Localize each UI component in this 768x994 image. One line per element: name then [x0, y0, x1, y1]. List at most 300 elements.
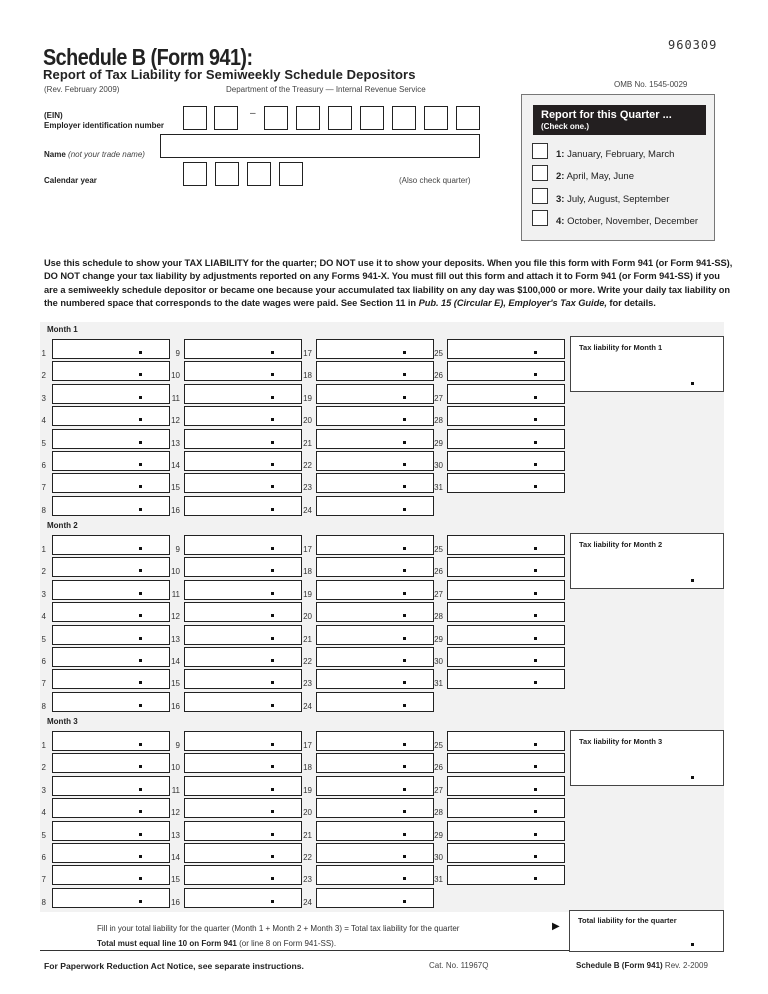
month-3-day-18-input[interactable]: [316, 753, 434, 773]
day-number: 16: [171, 897, 180, 907]
day-number: 1: [41, 741, 46, 750]
month-1-day-2-input[interactable]: [52, 361, 170, 381]
day-number: 28: [434, 808, 443, 818]
month-3-total-label: Tax liability for Month 3: [579, 737, 663, 746]
form-subtitle: Report of Tax Liability for Semiweekly Schedule Depositors: [43, 67, 416, 82]
quarter-months: October, November, December: [567, 216, 699, 227]
month-2-header: Month 2: [47, 521, 78, 530]
day-number: 5: [41, 438, 46, 448]
day-number: 24: [303, 701, 312, 711]
decimal-point: [534, 485, 537, 488]
month-3-day-8-input[interactable]: [52, 888, 170, 908]
month-1-day-29-input[interactable]: [447, 429, 565, 449]
day-number: 23: [303, 875, 312, 885]
month-3-day-6-input[interactable]: [52, 843, 170, 863]
day-number: 29: [434, 830, 443, 840]
month-3-day-14-input[interactable]: [184, 843, 302, 863]
decimal-point: [271, 900, 274, 903]
day-number: 20: [303, 612, 312, 622]
decimal-point: [139, 373, 142, 376]
decimal-point: [691, 579, 694, 582]
decimal-point: [139, 351, 142, 354]
decimal-point: [271, 418, 274, 421]
decimal-point: [403, 351, 406, 354]
day-number: 25: [434, 545, 443, 554]
day-number: 9: [175, 545, 180, 554]
day-number: 23: [303, 483, 312, 493]
day-number: 3: [41, 589, 46, 599]
month-2-day-21-input[interactable]: [316, 625, 434, 645]
decimal-point: [139, 396, 142, 399]
day-number: 26: [434, 763, 443, 773]
day-number: 9: [175, 349, 180, 358]
month-2-day-13-input[interactable]: [184, 625, 302, 645]
month-2-day-30-input[interactable]: [447, 647, 565, 667]
month-1-day-6-input[interactable]: [52, 451, 170, 471]
total-liability-label: Total liability for the quarter: [578, 916, 677, 925]
quarter-3-checkbox[interactable]: [532, 188, 548, 204]
day-number: 4: [41, 612, 46, 622]
month-2-day-23-input[interactable]: [316, 669, 434, 689]
decimal-point: [534, 810, 537, 813]
day-number: 6: [41, 461, 46, 470]
decimal-point: [534, 373, 537, 376]
decimal-point: [534, 833, 537, 836]
total-liability-input[interactable]: [569, 910, 724, 952]
month-3-day-17-input[interactable]: [316, 731, 434, 751]
decimal-point: [139, 614, 142, 617]
decimal-point: [403, 441, 406, 444]
month-3-day-9-input[interactable]: [184, 731, 302, 751]
decimal-point: [534, 441, 537, 444]
day-number: 31: [434, 483, 443, 493]
day-number: 28: [434, 416, 443, 426]
month-3-day-11-input[interactable]: [184, 776, 302, 796]
month-1-total-label: Tax liability for Month 1: [579, 343, 663, 352]
month-2-day-4-input[interactable]: [52, 602, 170, 622]
month-3-day-19-input[interactable]: [316, 776, 434, 796]
quarter-panel: [521, 94, 715, 241]
day-number: 8: [41, 701, 46, 711]
decimal-point: [139, 485, 142, 488]
day-number: 4: [41, 416, 46, 426]
month-2-day-28-input[interactable]: [447, 602, 565, 622]
form-title: Schedule B (Form 941):: [43, 44, 253, 70]
ein-digit-input[interactable]: [296, 106, 320, 130]
day-number: 11: [171, 589, 180, 599]
name-label: [44, 150, 145, 159]
decimal-point: [271, 681, 274, 684]
instructions-reference: Pub. 15 (Circular E), Employer's Tax Guide,: [418, 298, 607, 309]
day-number: 8: [41, 897, 46, 907]
decimal-point: [534, 547, 537, 550]
decimal-point: [139, 743, 142, 746]
month-3-day-21-input[interactable]: [316, 821, 434, 841]
name-label-text: Name: [44, 150, 66, 159]
day-number: 16: [171, 701, 180, 711]
month-2-day-3-input[interactable]: [52, 580, 170, 600]
ein-label-full: Employer identification number: [44, 121, 165, 130]
decimal-point: [403, 900, 406, 903]
decimal-point: [139, 833, 142, 836]
quarter-header: [533, 105, 706, 135]
quarter-3-label: [556, 194, 669, 205]
month-1-day-30-input[interactable]: [447, 451, 565, 471]
calendar-year-digit-input[interactable]: [215, 162, 239, 186]
month-3-day-30-input[interactable]: [447, 843, 565, 863]
decimal-point: [139, 418, 142, 421]
day-number: 26: [434, 567, 443, 577]
month-1-day-12-input[interactable]: [184, 406, 302, 426]
month-3-day-3-input[interactable]: [52, 776, 170, 796]
calendar-year-digit-input[interactable]: [183, 162, 207, 186]
month-2-day-11-input[interactable]: [184, 580, 302, 600]
month-1-day-23-input[interactable]: [316, 473, 434, 493]
day-number: 17: [303, 545, 312, 554]
month-2-day-20-input[interactable]: [316, 602, 434, 622]
month-1-day-14-input[interactable]: [184, 451, 302, 471]
decimal-point: [403, 485, 406, 488]
month-2-day-2-input[interactable]: [52, 557, 170, 577]
ein-digit-input[interactable]: [214, 106, 238, 130]
decimal-point: [403, 833, 406, 836]
month-3-day-23-input[interactable]: [316, 865, 434, 885]
quarter-4-checkbox[interactable]: [532, 210, 548, 226]
day-number: 16: [171, 505, 180, 515]
quarter-2-checkbox[interactable]: [532, 165, 548, 181]
decimal-point: [534, 614, 537, 617]
month-1-day-3-input[interactable]: [52, 384, 170, 404]
month-2-day-14-input[interactable]: [184, 647, 302, 667]
day-number: 30: [434, 461, 443, 470]
day-number: 2: [41, 567, 46, 577]
month-1-day-24-input[interactable]: [316, 496, 434, 516]
month-3-day-26-input[interactable]: [447, 753, 565, 773]
quarter-number: 1:: [556, 149, 565, 160]
decimal-point: [271, 743, 274, 746]
month-2-day-6-input[interactable]: [52, 647, 170, 667]
decimal-point: [139, 900, 142, 903]
month-3-day-7-input[interactable]: [52, 865, 170, 885]
decimal-point: [403, 681, 406, 684]
month-1-day-26-input[interactable]: [447, 361, 565, 381]
month-2-total-input[interactable]: [570, 533, 724, 589]
day-number: 15: [171, 483, 180, 493]
form-footer-name: Schedule B (Form 941): [576, 961, 663, 970]
day-number: 26: [434, 371, 443, 381]
calendar-year-digit-input[interactable]: [279, 162, 303, 186]
month-3-day-2-input[interactable]: [52, 753, 170, 773]
paperwork-notice: For Paperwork Reduction Act Notice, see separate instructions.: [44, 961, 304, 971]
ein-digit-input[interactable]: [183, 106, 207, 130]
decimal-point: [403, 788, 406, 791]
decimal-point: [534, 659, 537, 662]
day-number: 20: [303, 808, 312, 818]
total-instruction: Fill in your total liability for the quarter (Month 1 + Month 2 + Month 3) = Total tax liability for the quarter: [97, 924, 460, 933]
month-2-day-5-input[interactable]: [52, 625, 170, 645]
day-number: 10: [171, 763, 180, 773]
quarter-4-label: [556, 216, 698, 227]
decimal-point: [534, 743, 537, 746]
month-3-day-31-input[interactable]: [447, 865, 565, 885]
month-1-day-22-input[interactable]: [316, 451, 434, 471]
month-2-day-17-input[interactable]: [316, 535, 434, 555]
day-number: 24: [303, 505, 312, 515]
month-1-day-21-input[interactable]: [316, 429, 434, 449]
month-1-day-19-input[interactable]: [316, 384, 434, 404]
quarter-title: Report for this Quarter ...: [541, 109, 672, 121]
department: Department of the Treasury — Internal Revenue Service: [226, 85, 426, 94]
month-3-day-27-input[interactable]: [447, 776, 565, 796]
day-number: 22: [303, 853, 312, 862]
day-number: 30: [434, 657, 443, 666]
month-3-day-10-input[interactable]: [184, 753, 302, 773]
ein-separator: –: [250, 108, 256, 119]
quarter-2-label: [556, 171, 634, 182]
month-3-day-4-input[interactable]: [52, 798, 170, 818]
month-2-day-15-input[interactable]: [184, 669, 302, 689]
month-3-total-input[interactable]: [570, 730, 724, 786]
month-1-day-20-input[interactable]: [316, 406, 434, 426]
month-1-day-17-input[interactable]: [316, 339, 434, 359]
day-number: 19: [303, 785, 312, 795]
day-number: 12: [171, 808, 180, 818]
day-number: 9: [175, 741, 180, 750]
month-2-day-19-input[interactable]: [316, 580, 434, 600]
decimal-point: [534, 681, 537, 684]
decimal-point: [139, 463, 142, 466]
month-1-header: Month 1: [47, 325, 78, 334]
month-2-day-8-input[interactable]: [52, 692, 170, 712]
month-1-day-11-input[interactable]: [184, 384, 302, 404]
month-2-day-31-input[interactable]: [447, 669, 565, 689]
decimal-point: [271, 765, 274, 768]
decimal-point: [271, 833, 274, 836]
total-note-bold: Total must equal line 10 on Form 941: [97, 939, 237, 948]
month-1-day-28-input[interactable]: [447, 406, 565, 426]
month-2-total-label: Tax liability for Month 2: [579, 540, 663, 549]
decimal-point: [403, 547, 406, 550]
month-1-total-input[interactable]: [570, 336, 724, 392]
day-number: 7: [41, 875, 46, 885]
month-1-day-15-input[interactable]: [184, 473, 302, 493]
day-number: 23: [303, 679, 312, 689]
day-number: 22: [303, 461, 312, 470]
decimal-point: [403, 704, 406, 707]
ein-digit-input[interactable]: [392, 106, 416, 130]
calendar-year-label: Calendar year: [44, 176, 97, 185]
month-1-day-13-input[interactable]: [184, 429, 302, 449]
decimal-point: [534, 855, 537, 858]
decimal-point: [403, 508, 406, 511]
decimal-point: [139, 855, 142, 858]
month-2-day-18-input[interactable]: [316, 557, 434, 577]
decimal-point: [271, 614, 274, 617]
month-3-day-13-input[interactable]: [184, 821, 302, 841]
day-number: 24: [303, 897, 312, 907]
decimal-point: [534, 463, 537, 466]
month-3-day-24-input[interactable]: [316, 888, 434, 908]
decimal-point: [403, 569, 406, 572]
decimal-point: [271, 351, 274, 354]
month-1-day-5-input[interactable]: [52, 429, 170, 449]
decimal-point: [534, 396, 537, 399]
month-1-day-9-input[interactable]: [184, 339, 302, 359]
month-2-day-1-input[interactable]: [52, 535, 170, 555]
ein-label: [44, 111, 164, 131]
day-number: 13: [171, 438, 180, 448]
month-3-day-1-input[interactable]: [52, 731, 170, 751]
decimal-point: [139, 788, 142, 791]
decimal-point: [271, 788, 274, 791]
day-number: 2: [41, 371, 46, 381]
decimal-point: [534, 877, 537, 880]
ein-digit-input[interactable]: [360, 106, 384, 130]
day-number: 5: [41, 634, 46, 644]
decimal-point: [271, 485, 274, 488]
month-1-day-7-input[interactable]: [52, 473, 170, 493]
instructions-text-end: for details.: [606, 298, 656, 309]
day-number: 21: [303, 634, 312, 644]
day-number: 18: [303, 371, 312, 381]
day-number: 28: [434, 612, 443, 622]
day-number: 22: [303, 657, 312, 666]
month-3-day-5-input[interactable]: [52, 821, 170, 841]
day-number: 4: [41, 808, 46, 818]
quarter-1-label: [556, 149, 674, 160]
form-number: 960309: [668, 38, 718, 52]
decimal-point: [139, 547, 142, 550]
month-3-day-16-input[interactable]: [184, 888, 302, 908]
month-3-day-25-input[interactable]: [447, 731, 565, 751]
decimal-point: [403, 855, 406, 858]
month-3-day-15-input[interactable]: [184, 865, 302, 885]
decimal-point: [271, 592, 274, 595]
decimal-point: [403, 463, 406, 466]
decimal-point: [534, 418, 537, 421]
day-number: 19: [303, 393, 312, 403]
decimal-point: [271, 441, 274, 444]
ein-digit-input[interactable]: [264, 106, 288, 130]
day-number: 27: [434, 785, 443, 795]
month-3-day-29-input[interactable]: [447, 821, 565, 841]
month-2-day-29-input[interactable]: [447, 625, 565, 645]
decimal-point: [534, 788, 537, 791]
quarter-months: April, May, June: [566, 171, 634, 182]
decimal-point: [403, 659, 406, 662]
month-1-day-1-input[interactable]: [52, 339, 170, 359]
month-2-day-16-input[interactable]: [184, 692, 302, 712]
form-footer-id: [576, 961, 708, 970]
month-1-day-27-input[interactable]: [447, 384, 565, 404]
decimal-point: [271, 659, 274, 662]
decimal-point: [271, 547, 274, 550]
ein-digit-input[interactable]: [456, 106, 480, 130]
quarter-number: 2:: [556, 171, 565, 182]
month-3-header: Month 3: [47, 717, 78, 726]
month-2-day-25-input[interactable]: [447, 535, 565, 555]
month-1-day-10-input[interactable]: [184, 361, 302, 381]
month-3-day-22-input[interactable]: [316, 843, 434, 863]
day-number: 6: [41, 853, 46, 862]
month-2-day-24-input[interactable]: [316, 692, 434, 712]
day-number: 25: [434, 349, 443, 358]
day-number: 8: [41, 505, 46, 515]
decimal-point: [403, 592, 406, 595]
day-number: 10: [171, 567, 180, 577]
decimal-point: [271, 396, 274, 399]
decimal-point: [271, 704, 274, 707]
month-1-day-16-input[interactable]: [184, 496, 302, 516]
day-number: 3: [41, 393, 46, 403]
decimal-point: [139, 765, 142, 768]
quarter-subtitle: (Check one.): [541, 122, 590, 131]
decimal-point: [271, 877, 274, 880]
day-number: 3: [41, 785, 46, 795]
quarter-1-checkbox[interactable]: [532, 143, 548, 159]
day-number: 7: [41, 679, 46, 689]
day-number: 17: [303, 349, 312, 358]
day-number: 2: [41, 763, 46, 773]
quarter-number: 4:: [556, 216, 565, 227]
month-1-day-4-input[interactable]: [52, 406, 170, 426]
ein-digit-input[interactable]: [328, 106, 352, 130]
decimal-point: [139, 681, 142, 684]
month-2-day-10-input[interactable]: [184, 557, 302, 577]
month-1-day-25-input[interactable]: [447, 339, 565, 359]
day-number: 15: [171, 679, 180, 689]
month-3-day-20-input[interactable]: [316, 798, 434, 818]
calendar-year-digit-input[interactable]: [247, 162, 271, 186]
name-input[interactable]: [160, 134, 480, 158]
month-1-day-8-input[interactable]: [52, 496, 170, 516]
month-2-day-22-input[interactable]: [316, 647, 434, 667]
day-number: 27: [434, 589, 443, 599]
day-number: 11: [171, 393, 180, 403]
day-number: 27: [434, 393, 443, 403]
month-1-day-31-input[interactable]: [447, 473, 565, 493]
decimal-point: [403, 877, 406, 880]
decimal-point: [403, 743, 406, 746]
omb-number: OMB No. 1545-0029: [614, 80, 688, 89]
decimal-point: [691, 943, 694, 946]
month-1-day-18-input[interactable]: [316, 361, 434, 381]
total-note-rest: (or line 8 on Form 941-SS).: [236, 939, 337, 948]
day-number: 13: [171, 830, 180, 840]
day-number: 15: [171, 875, 180, 885]
quarter-number: 3:: [556, 194, 565, 205]
month-2-day-26-input[interactable]: [447, 557, 565, 577]
month-2-day-12-input[interactable]: [184, 602, 302, 622]
month-2-day-7-input[interactable]: [52, 669, 170, 689]
month-2-day-27-input[interactable]: [447, 580, 565, 600]
month-3-day-12-input[interactable]: [184, 798, 302, 818]
day-number: 14: [171, 657, 180, 666]
day-number: 6: [41, 657, 46, 666]
instructions-text: Use this schedule to show your TAX LIABILITY for the quarter; DO NOT use it to show your deposits. When you file this form with Form 941 (or Form 941-SS), DO NOT change your tax liability by adjustments reported on any Forms 941-X. You must fill out this form and attach it to Form 941 (or Form 941-SS) if you are a semiweekly schedule depositor or became one because your accumulated tax liability on any day was $100,000 or more. Write your daily tax liability on the numbered space that corresponds to the date wages were paid. See Section 11 in: [44, 258, 733, 309]
decimal-point: [139, 810, 142, 813]
day-number: 21: [303, 830, 312, 840]
ein-digit-input[interactable]: [424, 106, 448, 130]
decimal-point: [403, 637, 406, 640]
month-2-day-9-input[interactable]: [184, 535, 302, 555]
month-3-day-28-input[interactable]: [447, 798, 565, 818]
day-number: 29: [434, 634, 443, 644]
decimal-point: [271, 569, 274, 572]
also-check-quarter-note: (Also check quarter): [399, 176, 471, 185]
decimal-point: [403, 396, 406, 399]
day-number: 25: [434, 741, 443, 750]
